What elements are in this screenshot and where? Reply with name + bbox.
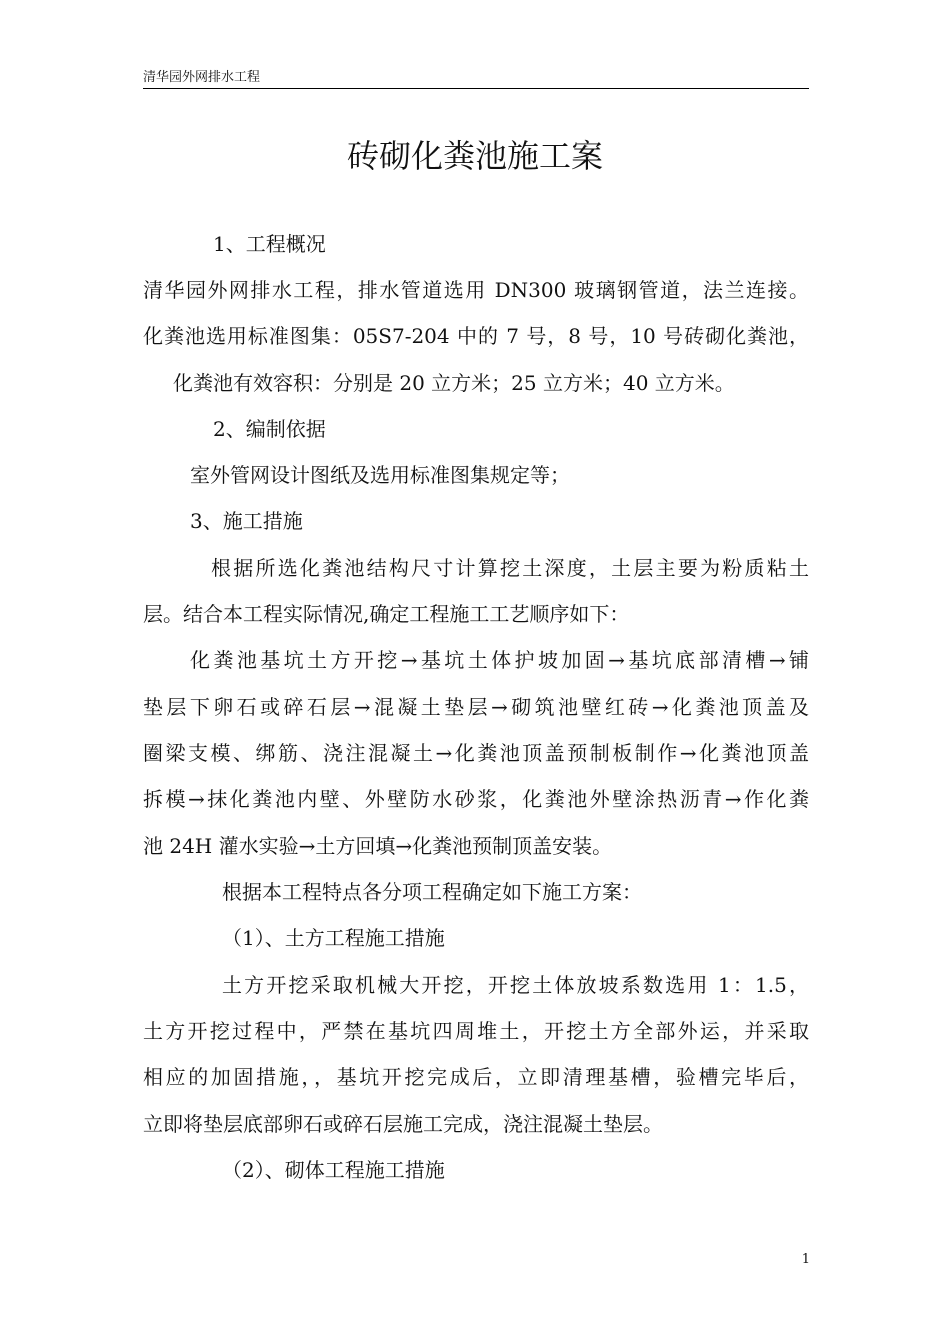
body-line: 圈梁支模、绑筋、浇注混凝土→化粪池顶盖预制板制作→化粪池顶盖 bbox=[143, 741, 809, 765]
body-line: 拆模→抹化粪池内壁、外壁防水砂浆，化粪池外壁涂热沥青→作化粪 bbox=[143, 787, 809, 811]
document-title: 砖砌化粪池施工案 bbox=[346, 137, 603, 175]
section-heading-basis: 2、编制依据 bbox=[213, 417, 326, 441]
body-line: 土方开挖采取机械大开挖，开挖土体放坡系数选用 1：1.5， bbox=[222, 973, 809, 997]
body-line: 立即将垫层底部卵石或碎石层施工完成，浇注混凝土垫层。 bbox=[143, 1112, 663, 1136]
body-line: 化粪池有效容积：分别是 20 立方米；25 立方米；40 立方米。 bbox=[173, 371, 735, 395]
body-line: 化粪池选用标准图集：05S7-204 中的 7 号，8 号，10 号砖砌化粪池， bbox=[143, 324, 809, 348]
subsection-heading-masonry: （2）、砌体工程施工措施 bbox=[222, 1158, 445, 1182]
body-line: 室外管网设计图纸及选用标准图集规定等； bbox=[190, 463, 570, 487]
body-line: 垫层下卵石或碎石层→混凝土垫层→砌筑池壁红砖→化粪池顶盖及 bbox=[143, 695, 809, 719]
page-number: 1 bbox=[801, 1252, 810, 1267]
section-heading-measures: 3、施工措施 bbox=[190, 509, 303, 533]
header-rule bbox=[143, 88, 809, 89]
body-line: 土方开挖过程中，严禁在基坑四周堆土，开挖土方全部外运，并采取 bbox=[143, 1019, 809, 1043]
header-title: 清华园外网排水工程 bbox=[143, 70, 261, 85]
body-line: 相应的加固措施，，基坑开挖完成后，立即清理基槽，验槽完毕后， bbox=[143, 1065, 809, 1089]
body-line: 清华园外网排水工程，排水管道选用 DN300 玻璃钢管道，法兰连接。 bbox=[143, 278, 809, 302]
body-line: 池 24H 灌水实验→土方回填→化粪池预制顶盖安装。 bbox=[143, 834, 613, 858]
body-line: 层。结合本工程实际情况,确定工程施工工艺顺序如下： bbox=[143, 602, 630, 626]
body-line: 化粪池基坑土方开挖→基坑土体护坡加固→基坑底部清槽→铺 bbox=[190, 648, 809, 672]
body-line: 根据本工程特点各分项工程确定如下施工方案： bbox=[222, 880, 642, 904]
body-line: 根据所选化粪池结构尺寸计算挖土深度，土层主要为粉质粘土 bbox=[211, 556, 809, 580]
section-heading-overview: 1、工程概况 bbox=[213, 232, 326, 256]
subsection-heading-earthwork: （1）、土方工程施工措施 bbox=[222, 926, 445, 950]
